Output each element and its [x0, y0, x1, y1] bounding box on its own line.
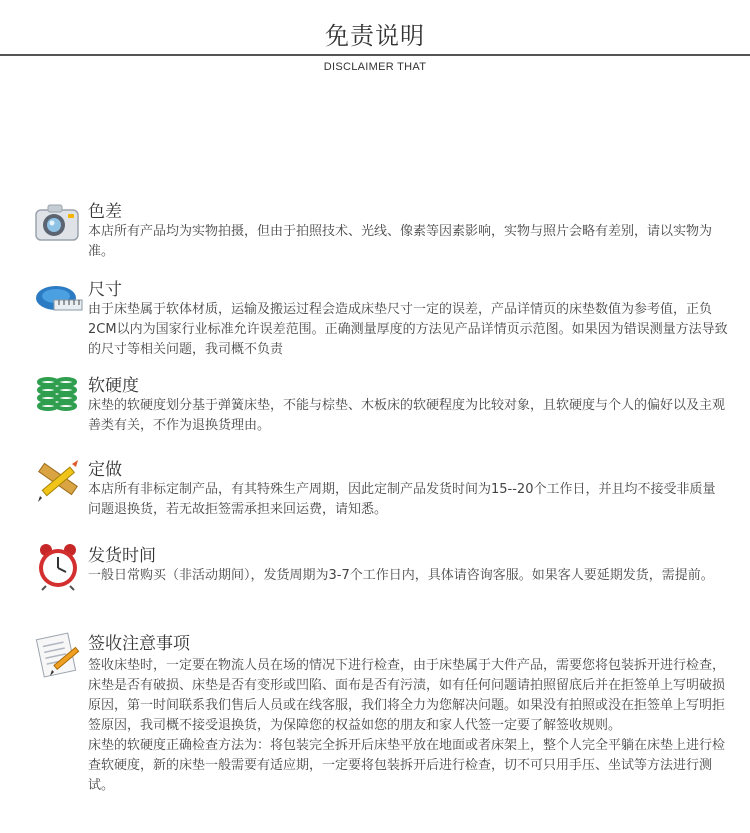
section-title: 签收注意事项 — [88, 634, 190, 654]
section-title: 软硬度 — [88, 376, 139, 396]
section-body — [88, 656, 728, 796]
section-paragraph: 本店所有非标定制产品，有其特殊生产周期，因此定制产品发货时间为15--20个工作日，并且均不接受非质量问题退换货，若无故拒签需承担来回运费，请知悉。 — [88, 482, 716, 517]
measuring-tape-icon — [32, 276, 84, 326]
document-pen-icon — [32, 630, 84, 680]
section-title: 发货时间 — [88, 546, 156, 566]
section-body — [88, 566, 728, 586]
section-title: 定做 — [88, 460, 122, 480]
section-paragraph: 床垫的软硬度正确检查方法为：将包装完全拆开后床垫平放在地面或者床架上，整个人完全平躺在床垫上进行检查软硬度，新的床垫一般需要有适应期，一定要将包装拆开后进行检查，切不可只用手压、坐试等方法进行测试。 — [88, 738, 726, 793]
header-divider — [0, 54, 750, 56]
section-paragraph: 签收床垫时，一定要在物流人员在场的情况下进行检查，由于床垫属于大件产品，需要您将包装拆开进行检查，床垫是否有破损、床垫是否有变形或凹陷、面布是否有污渍，如有任何问题请拍照留底后并在拒签单上写明破损原因，第一时间联系我们售后人员或在线客服，我们将全力为您解决问题。如果没有拍照或没在拒签单上写明拒签原因，我司概不接受退换货，为保障您的权益如您的朋友和家人代签一定要了解签收规则。 — [88, 658, 726, 733]
section-paragraph: 本店所有产品均为实物拍摄，但由于拍照技术、光线、像素等因素影响，实物与照片会略有差别，请以实物为准。 — [88, 224, 713, 259]
page-title: 免责说明 — [325, 22, 425, 50]
alarm-clock-icon — [32, 542, 84, 592]
section-body — [88, 222, 728, 262]
pencil-ruler-icon — [32, 456, 84, 506]
section-title: 尺寸 — [88, 280, 122, 300]
page-subtitle: DISCLAIMER THAT — [323, 61, 427, 73]
section-body — [88, 480, 728, 520]
section-paragraph: 由于床垫属于软体材质，运输及搬运过程会造成床垫尺寸一定的误差，产品详情页的床垫数值为参考值，正负2CM以内为国家行业标准允许误差范围。正确测量厚度的方法见产品详情页示范图。如果因为错误测量方法导致的尺寸等相关问题，我司概不负责 — [88, 302, 728, 357]
camera-icon — [32, 198, 84, 248]
page-header — [0, 0, 750, 80]
section-paragraph: 一般日常购买（非活动期间），发货周期为3-7个工作日内，具体请咨询客服。如果客人要延期发货，需提前。 — [88, 568, 714, 583]
section-body — [88, 396, 728, 436]
section-body — [88, 300, 728, 360]
section-title: 色差 — [88, 202, 122, 222]
spring-icon — [32, 372, 84, 422]
section-paragraph: 床垫的软硬度划分基于弹簧床垫，不能与棕垫、木板床的软硬程度为比较对象，且软硬度与个人的偏好以及主观善类有关，不作为退换货理由。 — [88, 398, 726, 433]
